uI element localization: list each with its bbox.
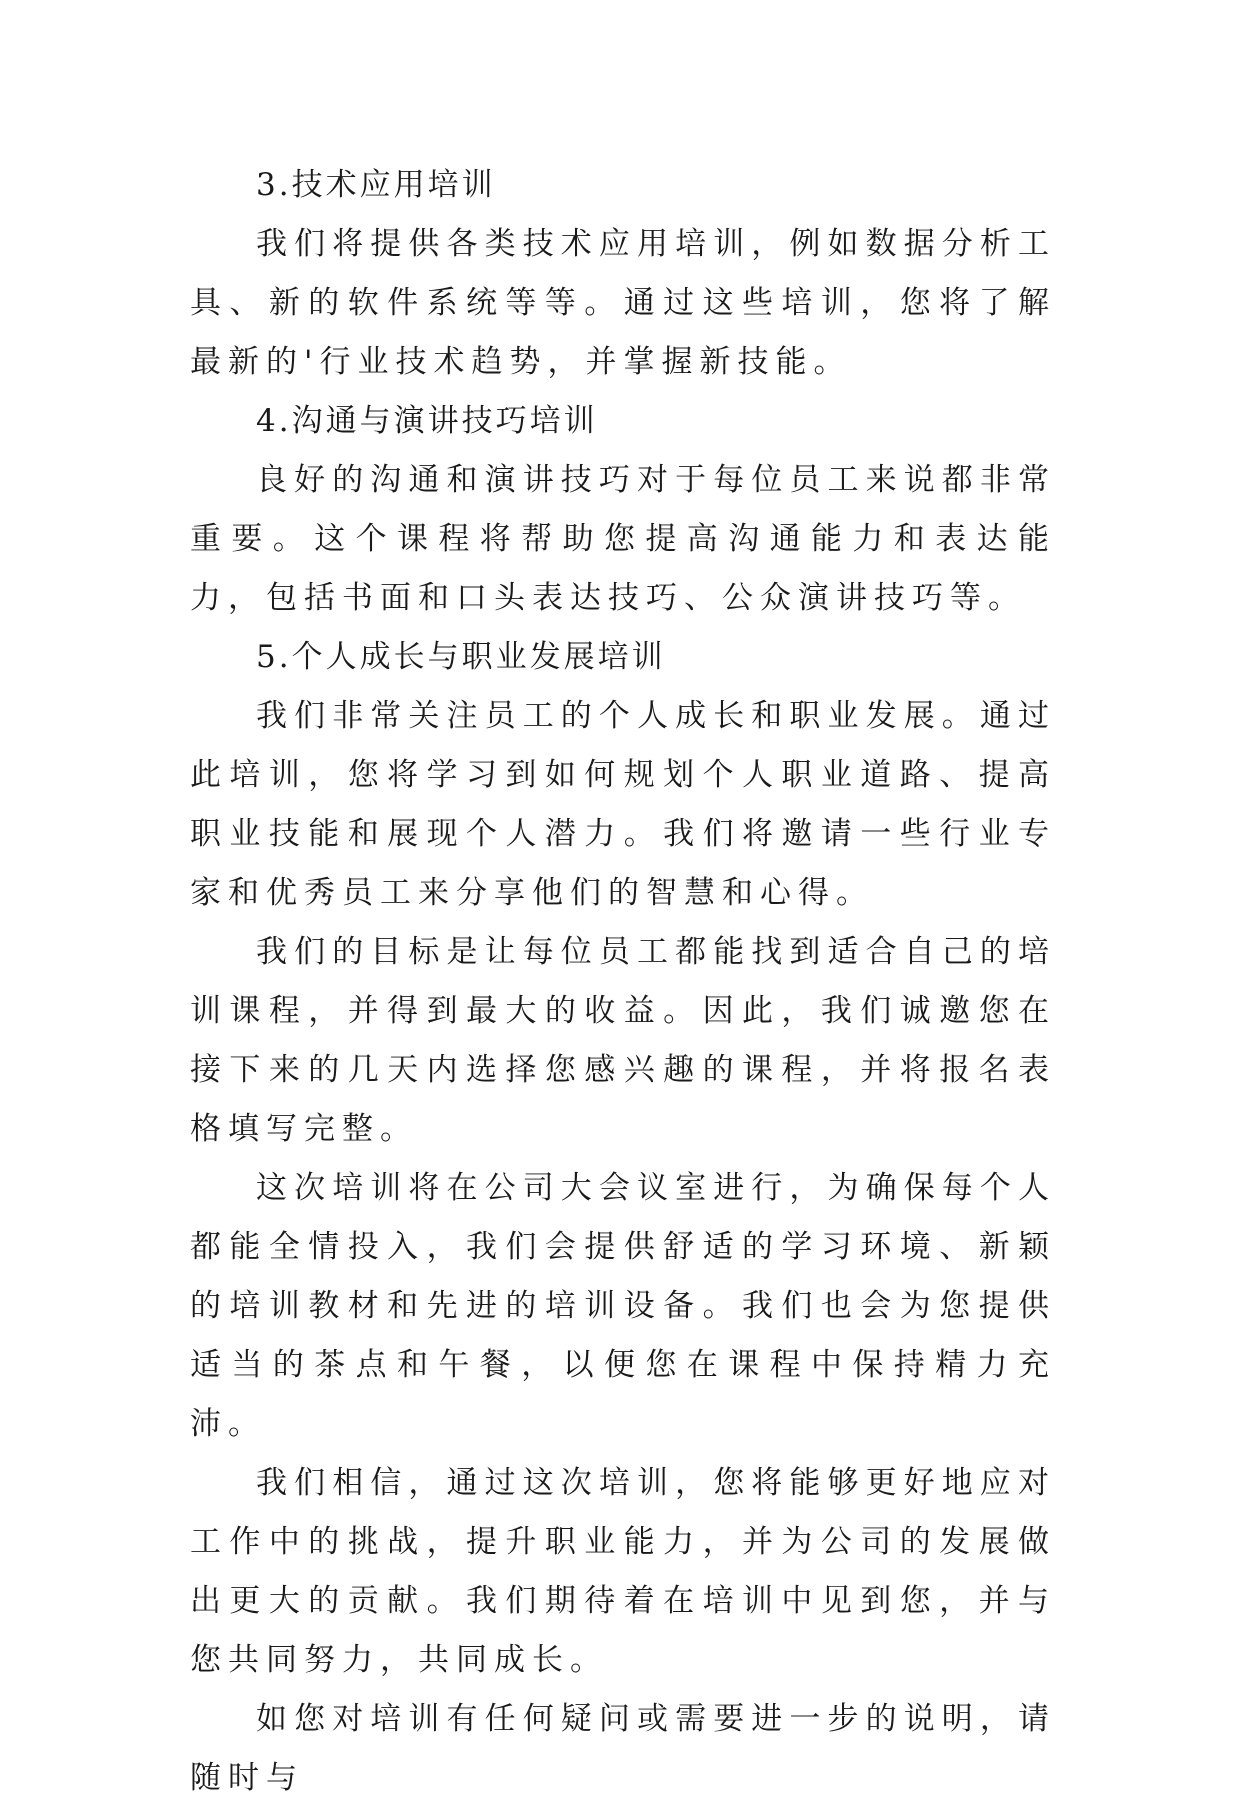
paragraph-tech-training: 我们将提供各类技术应用培训，例如数据分析工具、新的软件系统等等。通过这些培训，您将了解最新的'行业技术趋势，并掌握新技能。 [190,226,1056,380]
paragraph-career-training: 我们非常关注员工的个人成长和职业发展。通过此培训，您将学习到如何规划个人职业道路、提高职业技能和展现个人潜力。我们将邀请一些行业专家和优秀员工来分享他们的智慧和心得。 [190,698,1056,911]
paragraph-belief: 我们相信，通过这次培训，您将能够更好地应对工作中的挑战，提升职业能力，并为公司的发展做出更大的贡献。我们期待着在培训中见到您，并与您共同努力，共同成长。 [190,1465,1056,1678]
paragraph-contact: 如您对培训有任何疑问或需要进一步的说明，请随时与 [190,1701,1056,1796]
document-body [190,156,1056,1808]
section-heading-tech-training: 3.技术应用培训 [256,167,496,203]
paragraph-communication-training: 良好的沟通和演讲技巧对于每位员工来说都非常重要。这个课程将帮助您提高沟通能力和表达能力，包括书面和口头表达技巧、公众演讲技巧等。 [190,462,1056,616]
paragraph-venue: 这次培训将在公司大会议室进行，为确保每个人都能全情投入，我们会提供舒适的学习环境、新颖的培训教材和先进的培训设备。我们也会为您提供适当的茶点和午餐，以便您在课程中保持精力充沛。 [190,1170,1056,1442]
section-heading-career-training: 5.个人成长与职业发展培训 [256,639,666,675]
section-heading-communication-training: 4.沟通与演讲技巧培训 [256,403,598,439]
paragraph-goal: 我们的目标是让每位员工都能找到适合自己的培训课程，并得到最大的收益。因此，我们诚邀您在接下来的几天内选择您感兴趣的课程，并将报名表格填写完整。 [190,934,1056,1147]
